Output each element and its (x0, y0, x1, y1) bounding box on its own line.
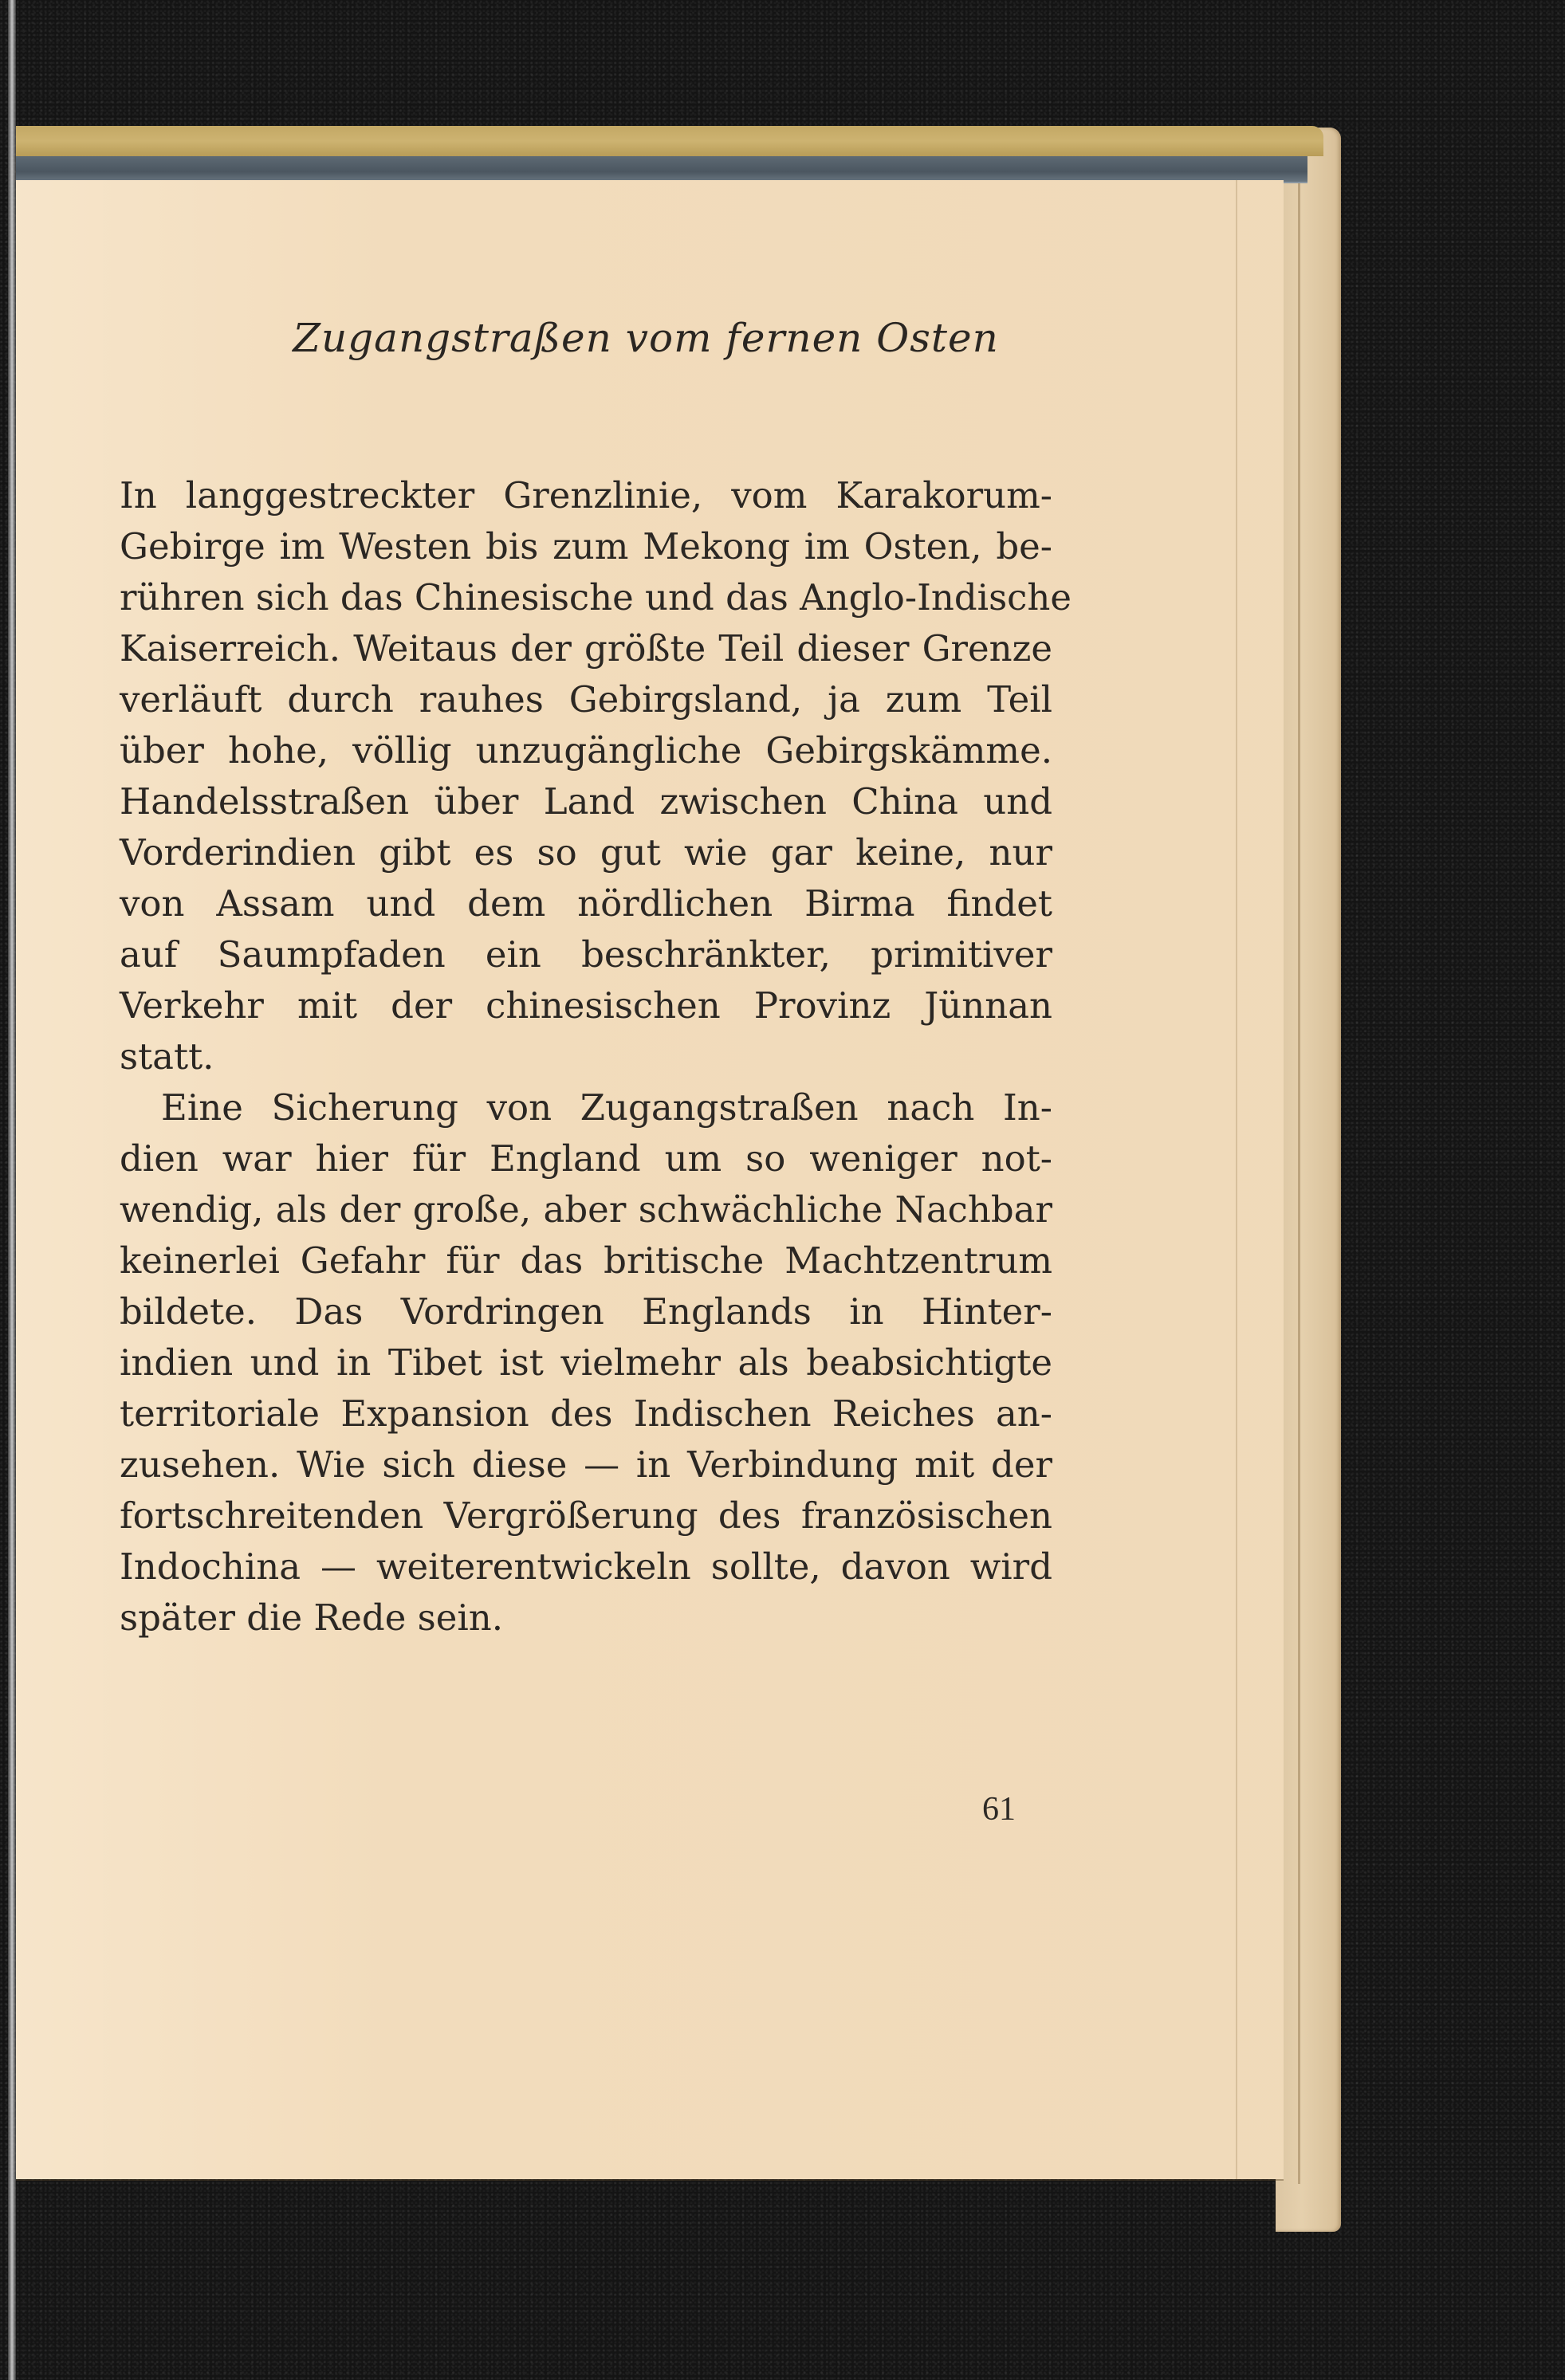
text-line: verläuft durch rauhes Gebirgsland, ja zum Teil (120, 678, 1052, 721)
text-line: dien war hier für England um so weniger not- (120, 1137, 1052, 1180)
text-line: wendig, als der große, aber schwächliche Nachbar (120, 1188, 1052, 1231)
running-head: Zugangstraßen vom fernen Osten (293, 315, 999, 361)
glass-plate-edge (8, 0, 16, 2380)
text-line: Kaiserreich. Weitaus der größte Teil dieser Grenze (120, 627, 1052, 670)
book-cover-edge (1276, 128, 1341, 2232)
text-line: keinerlei Gefahr für das britische Machtzentrum (120, 1239, 1052, 1282)
paragraph-2 (120, 1082, 1052, 1644)
book-cover-top-edge (16, 126, 1323, 156)
text-line: Handelsstraßen über Land zwischen China und (120, 780, 1052, 823)
text-line: rühren sich das Chinesische und das Anglo-Indische (120, 576, 1072, 619)
text-line: Verkehr mit der chinesischen Provinz Jünnan (120, 984, 1052, 1027)
text-line: später die Rede sein. (120, 1596, 504, 1639)
text-line: indien und in Tibet ist vielmehr als beabsichtigte (120, 1341, 1052, 1384)
page-number: 61 (982, 1791, 1016, 1828)
text-line: auf Saumpfaden ein beschränkter, primitiver (120, 933, 1052, 976)
text-line: Gebirge im Westen bis zum Mekong im Osten, be- (120, 525, 1052, 568)
text-line: territoriale Expansion des Indischen Reiches an- (120, 1392, 1052, 1435)
paragraph-1 (120, 470, 1072, 1082)
text-line: In langgestreckter Grenzlinie, vom Karakorum- (120, 474, 1052, 516)
text-line: Eine Sicherung von Zugangstraßen nach In- (161, 1086, 1052, 1129)
text-line: bildete. Das Vordringen Englands in Hinter- (120, 1290, 1052, 1333)
text-line: Vorderindien gibt es so gut wie gar keine, nur (120, 831, 1052, 874)
text-line: statt. (120, 1035, 214, 1078)
text-line: zusehen. Wie sich diese — in Verbindung mit der (120, 1443, 1052, 1486)
text-line: fortschreitenden Vergrößerung des französischen (120, 1494, 1052, 1537)
body-text (120, 470, 1072, 1644)
text-line: von Assam und dem nördlichen Birma findet (120, 882, 1052, 925)
page-block-top-edge (16, 156, 1307, 183)
text-line: über hohe, völlig unzugängliche Gebirgskämme. (120, 729, 1052, 772)
text-line: Indochina — weiterentwickeln sollte, davon wird (120, 1545, 1052, 1588)
